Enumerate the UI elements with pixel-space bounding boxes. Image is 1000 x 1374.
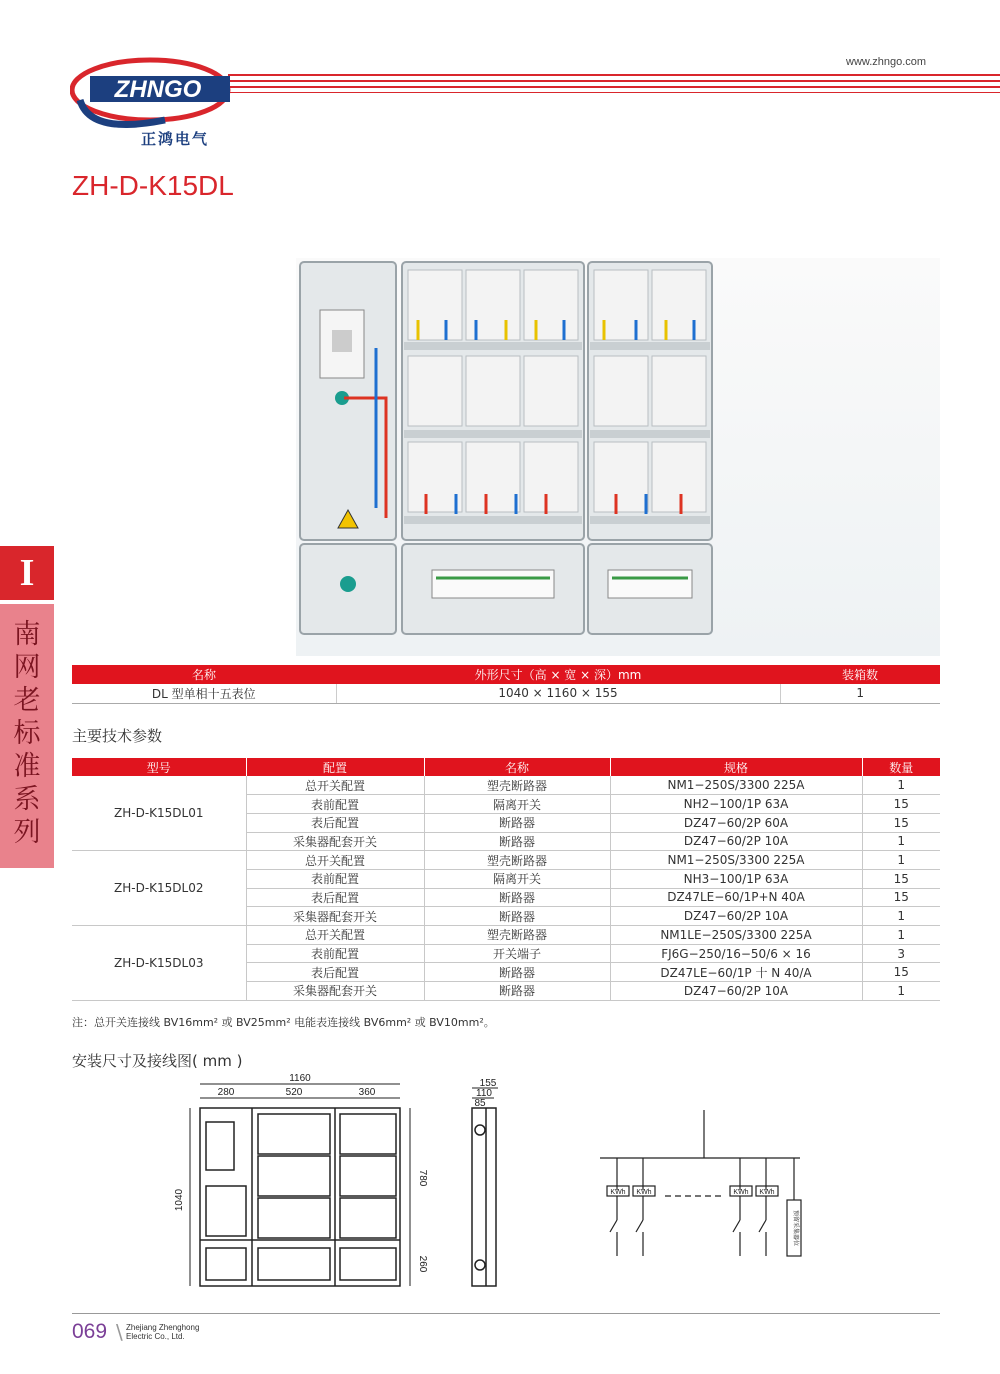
spec-cell: NM1−250S/3300 225A bbox=[610, 776, 862, 795]
spec-cell: DZ47−60/2P 10A bbox=[610, 982, 862, 1001]
table-row bbox=[72, 776, 940, 795]
dim-w1: 280 bbox=[217, 1087, 235, 1098]
col-header-dimensions: 外形尺寸（高 × 宽 × 深）mm bbox=[336, 665, 780, 684]
config-cell: 表前配置 bbox=[246, 869, 424, 888]
count-cell: 15 bbox=[862, 813, 940, 832]
company-line: Electric Co., Ltd. bbox=[126, 1332, 185, 1341]
spec-cell: FJ6G−250/16−50/6 × 16 bbox=[610, 944, 862, 963]
config-cell: 采集器配套开关 bbox=[246, 982, 424, 1001]
count-cell: 1 bbox=[862, 907, 940, 926]
tech-params-table bbox=[72, 758, 940, 1001]
section-number: I bbox=[0, 546, 54, 600]
item-cell: 断路器 bbox=[424, 963, 610, 982]
spec-cell: DZ47−60/2P 60A bbox=[610, 813, 862, 832]
model-title: ZH-D-K15DL bbox=[72, 170, 234, 201]
section-tab bbox=[0, 546, 54, 868]
footer-rule bbox=[72, 1313, 940, 1314]
item-cell: 塑壳断路器 bbox=[424, 851, 610, 870]
drawing-title: 安装尺寸及接线图( mm ) bbox=[72, 1052, 243, 1070]
count-cell: 1 bbox=[862, 851, 940, 870]
col-header-item: 名称 bbox=[424, 758, 610, 776]
dim-height: 1040 bbox=[174, 1188, 185, 1212]
config-cell: 总开关配置 bbox=[246, 776, 424, 795]
count-cell: 15 bbox=[862, 888, 940, 907]
model-cell: ZH-D-K15DL02 bbox=[72, 851, 246, 926]
config-cell: 表后配置 bbox=[246, 888, 424, 907]
model-cell: ZH-D-K15DL01 bbox=[72, 776, 246, 851]
dim-w2: 520 bbox=[285, 1087, 303, 1098]
config-cell: 总开关配置 bbox=[246, 926, 424, 945]
dim-depth: 155 bbox=[479, 1078, 497, 1089]
spec-cell: NM1−250S/3300 225A bbox=[610, 851, 862, 870]
count-cell: 1 bbox=[862, 832, 940, 851]
config-cell: 表前配置 bbox=[246, 795, 424, 814]
dim-w3: 360 bbox=[358, 1087, 376, 1098]
col-header-model: 型号 bbox=[72, 758, 246, 776]
series-char: 老 bbox=[13, 685, 41, 716]
item-cell: 断路器 bbox=[424, 832, 610, 851]
item-cell: 开关端子 bbox=[424, 944, 610, 963]
count-cell: 15 bbox=[862, 795, 940, 814]
page-number: 069 bbox=[72, 1320, 108, 1343]
packing-qty: 1 bbox=[780, 684, 940, 703]
footer-divider: \ bbox=[116, 1320, 123, 1344]
item-cell: 隔离开关 bbox=[424, 795, 610, 814]
spec-cell: NH3−100/1P 63A bbox=[610, 869, 862, 888]
dim-lower-height: 260 bbox=[417, 1255, 428, 1273]
count-cell: 15 bbox=[862, 963, 940, 982]
meter-label: KWh bbox=[610, 1189, 626, 1196]
header-decor-lines bbox=[228, 74, 1000, 100]
series-char: 网 bbox=[13, 652, 41, 683]
spec-cell: DZ47−60/2P 10A bbox=[610, 907, 862, 926]
table-row bbox=[72, 926, 940, 945]
product-dimensions: 1040 × 1160 × 155 bbox=[336, 684, 780, 703]
col-header-count: 数量 bbox=[862, 758, 940, 776]
overview-table bbox=[72, 665, 940, 704]
series-char: 系 bbox=[13, 784, 41, 815]
col-header-qty: 装箱数 bbox=[780, 665, 940, 684]
installation-drawing bbox=[170, 1070, 850, 1295]
series-char: 标 bbox=[13, 718, 41, 749]
config-cell: 表前配置 bbox=[246, 944, 424, 963]
company-name bbox=[126, 1323, 199, 1341]
config-cell: 表后配置 bbox=[246, 813, 424, 832]
spec-cell: NM1LE−250S/3300 225A bbox=[610, 926, 862, 945]
table-row bbox=[72, 684, 940, 703]
col-header-spec: 规格 bbox=[610, 758, 862, 776]
collector-label: 预留采集器位 bbox=[792, 1209, 798, 1247]
product-photo bbox=[296, 258, 940, 656]
item-cell: 塑壳断路器 bbox=[424, 926, 610, 945]
count-cell: 1 bbox=[862, 926, 940, 945]
tech-params-title: 主要技术参数 bbox=[72, 727, 163, 745]
spec-cell: DZ47−60/2P 10A bbox=[610, 832, 862, 851]
meter-label: KWh bbox=[636, 1189, 652, 1196]
item-cell: 断路器 bbox=[424, 982, 610, 1001]
config-cell: 采集器配套开关 bbox=[246, 832, 424, 851]
count-cell: 3 bbox=[862, 944, 940, 963]
spec-cell: NH2−100/1P 63A bbox=[610, 795, 862, 814]
product-name: DL 型单相十五表位 bbox=[72, 684, 336, 703]
spec-cell: DZ47LE−60/1P+N 40A bbox=[610, 888, 862, 907]
col-header-name: 名称 bbox=[72, 665, 336, 684]
logo-subtitle: 正鸿电气 bbox=[141, 130, 210, 148]
website-url: www.zhngo.com bbox=[846, 56, 927, 68]
config-cell: 采集器配套开关 bbox=[246, 907, 424, 926]
spec-cell: DZ47LE−60/1P 十 N 40/A bbox=[610, 963, 862, 982]
model-cell: ZH-D-K15DL03 bbox=[72, 926, 246, 1001]
item-cell: 断路器 bbox=[424, 888, 610, 907]
dim-total-width: 1160 bbox=[289, 1073, 311, 1084]
item-cell: 塑壳断路器 bbox=[424, 776, 610, 795]
dim-upper-height: 780 bbox=[417, 1169, 428, 1187]
meter-label: KWh bbox=[733, 1189, 749, 1196]
count-cell: 15 bbox=[862, 869, 940, 888]
meter-label: KWh bbox=[759, 1189, 775, 1196]
wiring-note: 注：总开关连接线 BV16mm² 或 BV25mm² 电能表连接线 BV6mm² 或 BV10mm²。 bbox=[72, 1016, 495, 1029]
dim-depth-2: 110 bbox=[476, 1088, 492, 1099]
logo-text: ZHNGO bbox=[114, 76, 202, 103]
series-char: 列 bbox=[13, 817, 41, 848]
count-cell: 1 bbox=[862, 776, 940, 795]
config-cell: 总开关配置 bbox=[246, 851, 424, 870]
series-char: 南 bbox=[13, 619, 41, 650]
series-label bbox=[0, 604, 54, 868]
series-char: 准 bbox=[13, 751, 41, 782]
company-line: Zhejiang Zhenghong bbox=[126, 1323, 200, 1332]
config-cell: 表后配置 bbox=[246, 963, 424, 982]
count-cell: 1 bbox=[862, 982, 940, 1001]
table-row bbox=[72, 851, 940, 870]
item-cell: 断路器 bbox=[424, 813, 610, 832]
item-cell: 断路器 bbox=[424, 907, 610, 926]
col-header-config: 配置 bbox=[246, 758, 424, 776]
item-cell: 隔离开关 bbox=[424, 869, 610, 888]
dim-depth-3: 85 bbox=[474, 1098, 486, 1109]
